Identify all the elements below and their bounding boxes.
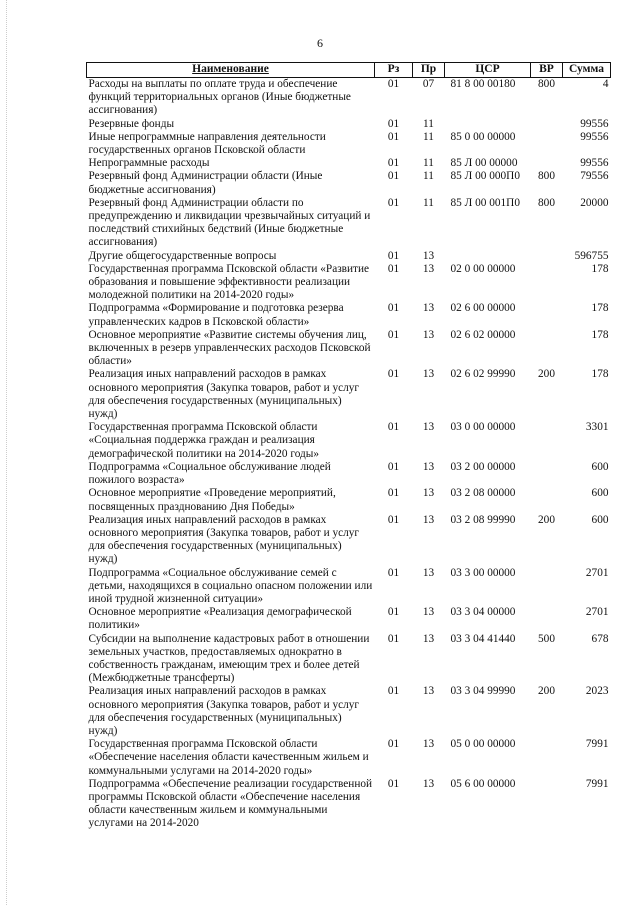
row-vr	[531, 778, 563, 831]
header-csr: ЦСР	[445, 63, 531, 78]
table-row	[87, 421, 611, 461]
row-csr: 03 3 04 00000	[450, 606, 516, 619]
row-sum: 2701	[585, 606, 609, 619]
row-name: Реализация иных направлений расходов в рамках основного мероприятия (Закупка товаров, работ и услуг для обеспечения государственных (муниципальных) нужд)	[88, 685, 360, 737]
row-sum: 600	[591, 487, 609, 500]
row-pr: 13	[422, 421, 435, 434]
row-name: Другие общегосударственные вопросы	[88, 249, 277, 262]
row-rz: 01	[387, 606, 400, 619]
row-rz: 01	[387, 460, 400, 473]
row-rz: 01	[387, 130, 400, 143]
table-row	[87, 738, 611, 778]
row-rz: 01	[387, 249, 400, 262]
table-row	[87, 329, 611, 369]
row-pr: 11	[423, 117, 434, 130]
row-pr: 11	[423, 196, 434, 209]
row-csr: 02 0 00 00000	[450, 262, 516, 275]
row-vr	[531, 250, 563, 263]
page-edge-mark	[6, 0, 8, 905]
row-csr: 02 6 02 99990	[450, 368, 516, 381]
row-vr	[531, 118, 563, 131]
row-vr	[531, 606, 563, 632]
budget-table	[86, 62, 611, 831]
row-sum: 7991	[585, 738, 609, 751]
row-sum: 600	[591, 513, 609, 526]
row-sum: 4	[602, 78, 609, 90]
page-number: 6	[317, 36, 323, 50]
header-vr: ВР	[531, 63, 563, 78]
header-name: Наименование	[87, 63, 375, 78]
row-pr: 13	[422, 262, 435, 275]
row-pr: 13	[422, 487, 435, 500]
row-name: Государственная программа Псковской области «Обеспечение населения области качественным жильем и коммунальными услугами на 2014-2020 годы»	[88, 738, 369, 777]
row-vr	[531, 567, 563, 607]
row-sum: 178	[591, 262, 609, 275]
row-csr: 85 Л 00 001П0	[450, 196, 520, 209]
row-pr: 13	[422, 566, 435, 579]
row-sum: 2023	[585, 685, 609, 698]
row-rz: 01	[387, 738, 400, 751]
row-sum: 99556	[580, 117, 609, 130]
row-rz: 01	[387, 566, 400, 579]
row-name: Государственная программа Псковской области «Социальная поддержка граждан и реализация демографической политики на 2014-2020 годы»	[88, 421, 320, 460]
row-pr: 07	[422, 78, 435, 90]
header-pr: Пр	[413, 63, 445, 78]
row-csr: 05 6 00 00000	[450, 777, 516, 790]
table-row	[87, 250, 611, 263]
row-rz: 01	[387, 78, 400, 90]
table-row	[87, 487, 611, 513]
row-csr: 03 2 08 00000	[450, 487, 516, 500]
table-row	[87, 302, 611, 328]
table-row	[87, 78, 611, 118]
row-pr: 13	[422, 368, 435, 381]
row-rz: 01	[387, 421, 400, 434]
row-csr: 03 3 00 00000	[450, 566, 516, 579]
row-rz: 01	[387, 685, 400, 698]
table-row	[87, 606, 611, 632]
table-row	[87, 368, 611, 421]
row-name: Резервный фонд Администрации области (Иные бюджетные ассигнования)	[88, 170, 323, 196]
row-sum: 3301	[585, 421, 609, 434]
row-vr	[531, 263, 563, 303]
row-sum: 7991	[585, 777, 609, 790]
row-sum: 99556	[580, 130, 609, 143]
row-name: Подпрограмма «Обеспечение реализации государственной программы Псковской области «Обеспечение населения области качественным жильем и коммунальными услугами на 2014-2020	[88, 777, 373, 830]
table-row	[87, 197, 611, 250]
row-vr	[531, 329, 563, 369]
row-name: Реализация иных направлений расходов в рамках основного мероприятия (Закупка товаров, работ и услуг для обеспечения государственных (муниципальных) нужд)	[88, 513, 360, 566]
row-csr: 85 Л 00 000П0	[450, 170, 520, 183]
row-csr: 85 Л 00 00000	[450, 157, 518, 170]
row-name: Основное мероприятие «Реализация демографической политики»	[88, 606, 352, 632]
row-csr: 03 3 04 99990	[450, 685, 516, 698]
table-row	[87, 514, 611, 567]
row-pr: 13	[422, 513, 435, 526]
row-rz: 01	[387, 777, 400, 790]
row-vr: 200	[538, 685, 555, 698]
row-vr	[531, 461, 563, 487]
table-row	[87, 461, 611, 487]
row-name: Государственная программа Псковской области «Развитие образования и повышение эффективности реализации молодежной политики на 2014-2020 годы»	[88, 262, 370, 302]
row-name: Подпрограмма «Социальное обслуживание людей пожилого возраста»	[88, 460, 331, 487]
row-vr	[531, 421, 563, 461]
row-pr: 13	[422, 328, 435, 341]
row-name: Непрограммные расходы	[88, 157, 210, 170]
row-rz: 01	[387, 328, 400, 341]
row-csr: 81 8 00 00180	[450, 78, 516, 90]
row-sum: 79556	[580, 170, 609, 183]
table-row	[87, 170, 611, 196]
row-pr: 13	[422, 606, 435, 619]
row-pr: 13	[422, 460, 435, 473]
row-csr: 85 0 00 00000	[450, 130, 516, 143]
table-row	[87, 263, 611, 303]
row-csr: 03 2 08 99990	[450, 513, 516, 526]
row-name: Основное мероприятие «Развитие системы обучения лиц, включенных в резерв управленческих расходов Псковской области»	[88, 328, 371, 368]
row-rz: 01	[387, 170, 400, 183]
row-rz: 01	[387, 302, 400, 315]
row-vr: 200	[538, 368, 555, 381]
row-sum: 20000	[580, 196, 609, 209]
row-sum: 596755	[574, 249, 609, 262]
row-vr: 800	[538, 170, 555, 183]
table-row	[87, 685, 611, 738]
row-pr: 13	[422, 632, 435, 645]
row-name: Подпрограмма «Формирование и подготовка резерва управленческих кадров в Псковской области»	[88, 302, 344, 328]
row-pr: 13	[422, 302, 435, 315]
row-rz: 01	[387, 632, 400, 645]
row-rz: 01	[387, 117, 400, 130]
row-rz: 01	[387, 513, 400, 526]
row-sum: 2701	[585, 566, 609, 579]
table-row	[87, 118, 611, 131]
row-sum: 178	[591, 328, 609, 341]
row-name: Подпрограмма «Социальное обслуживание семей с детьми, находящихся в социально опасном положении или иной трудной жизненной ситуации»	[88, 566, 373, 605]
table-row	[87, 567, 611, 607]
table-row	[87, 633, 611, 686]
row-rz: 01	[387, 157, 400, 170]
row-name: Резервный фонд Администрации области по предупреждению и ликвидации чрезвычайных ситуаций и последствий стихийных бедствий (Иные бюджетные ассигнования)	[88, 196, 371, 249]
row-csr: 03 0 00 00000	[450, 421, 516, 434]
row-sum: 178	[591, 368, 609, 381]
row-pr: 11	[423, 170, 434, 183]
header-sum: Сумма	[563, 63, 611, 78]
row-pr: 11	[423, 130, 434, 143]
row-vr	[531, 302, 563, 328]
row-pr: 13	[422, 685, 435, 698]
table-row	[87, 131, 611, 157]
table-row	[87, 778, 611, 831]
row-csr	[445, 250, 531, 263]
row-vr: 500	[538, 632, 555, 645]
row-name: Иные непрограммные направления деятельности государственных органов Псковской области	[88, 130, 326, 157]
row-pr: 11	[423, 157, 434, 170]
row-vr	[531, 157, 563, 170]
row-csr: 05 0 00 00000	[450, 738, 516, 751]
table-header-row	[87, 63, 611, 78]
row-rz: 01	[387, 196, 400, 209]
row-vr	[531, 738, 563, 778]
row-name: Реализация иных направлений расходов в рамках основного мероприятия (Закупка товаров, работ и услуг для обеспечения государственных (муниципальных) нужд)	[88, 368, 360, 421]
row-vr	[531, 487, 563, 513]
row-sum: 678	[591, 632, 609, 645]
row-csr	[445, 118, 531, 131]
row-vr: 200	[538, 513, 555, 526]
row-vr	[531, 131, 563, 157]
row-pr: 13	[422, 738, 435, 751]
row-sum: 600	[591, 460, 609, 473]
row-rz: 01	[387, 262, 400, 275]
row-name: Расходы на выплаты по оплате труда и обеспечение функций территориальных органов (Иные бюджетные ассигнования)	[88, 78, 351, 117]
row-sum: 178	[591, 302, 609, 315]
row-name: Субсидии на выполнение кадастровых работ в отношении земельных участков, предоставляемых однократно в собственность гражданам, имеющим трех и более детей (Межбюджетные трансферты)	[88, 632, 370, 685]
row-vr: 800	[538, 78, 555, 90]
row-csr: 03 3 04 41440	[450, 632, 516, 645]
row-rz: 01	[387, 487, 400, 500]
header-rz: Рз	[375, 63, 413, 78]
row-csr: 03 2 00 00000	[450, 460, 516, 473]
row-sum: 99556	[580, 157, 609, 170]
row-vr: 800	[538, 196, 555, 209]
row-name: Основное мероприятие «Проведение мероприятий, посвященных празднованию Дня Победы»	[88, 487, 336, 513]
row-csr: 02 6 02 00000	[450, 328, 516, 341]
table-row	[87, 157, 611, 170]
row-name: Резервные фонды	[88, 117, 175, 130]
row-rz: 01	[387, 368, 400, 381]
row-pr: 13	[422, 777, 435, 790]
row-pr: 13	[422, 249, 435, 262]
row-csr: 02 6 00 00000	[450, 302, 516, 315]
